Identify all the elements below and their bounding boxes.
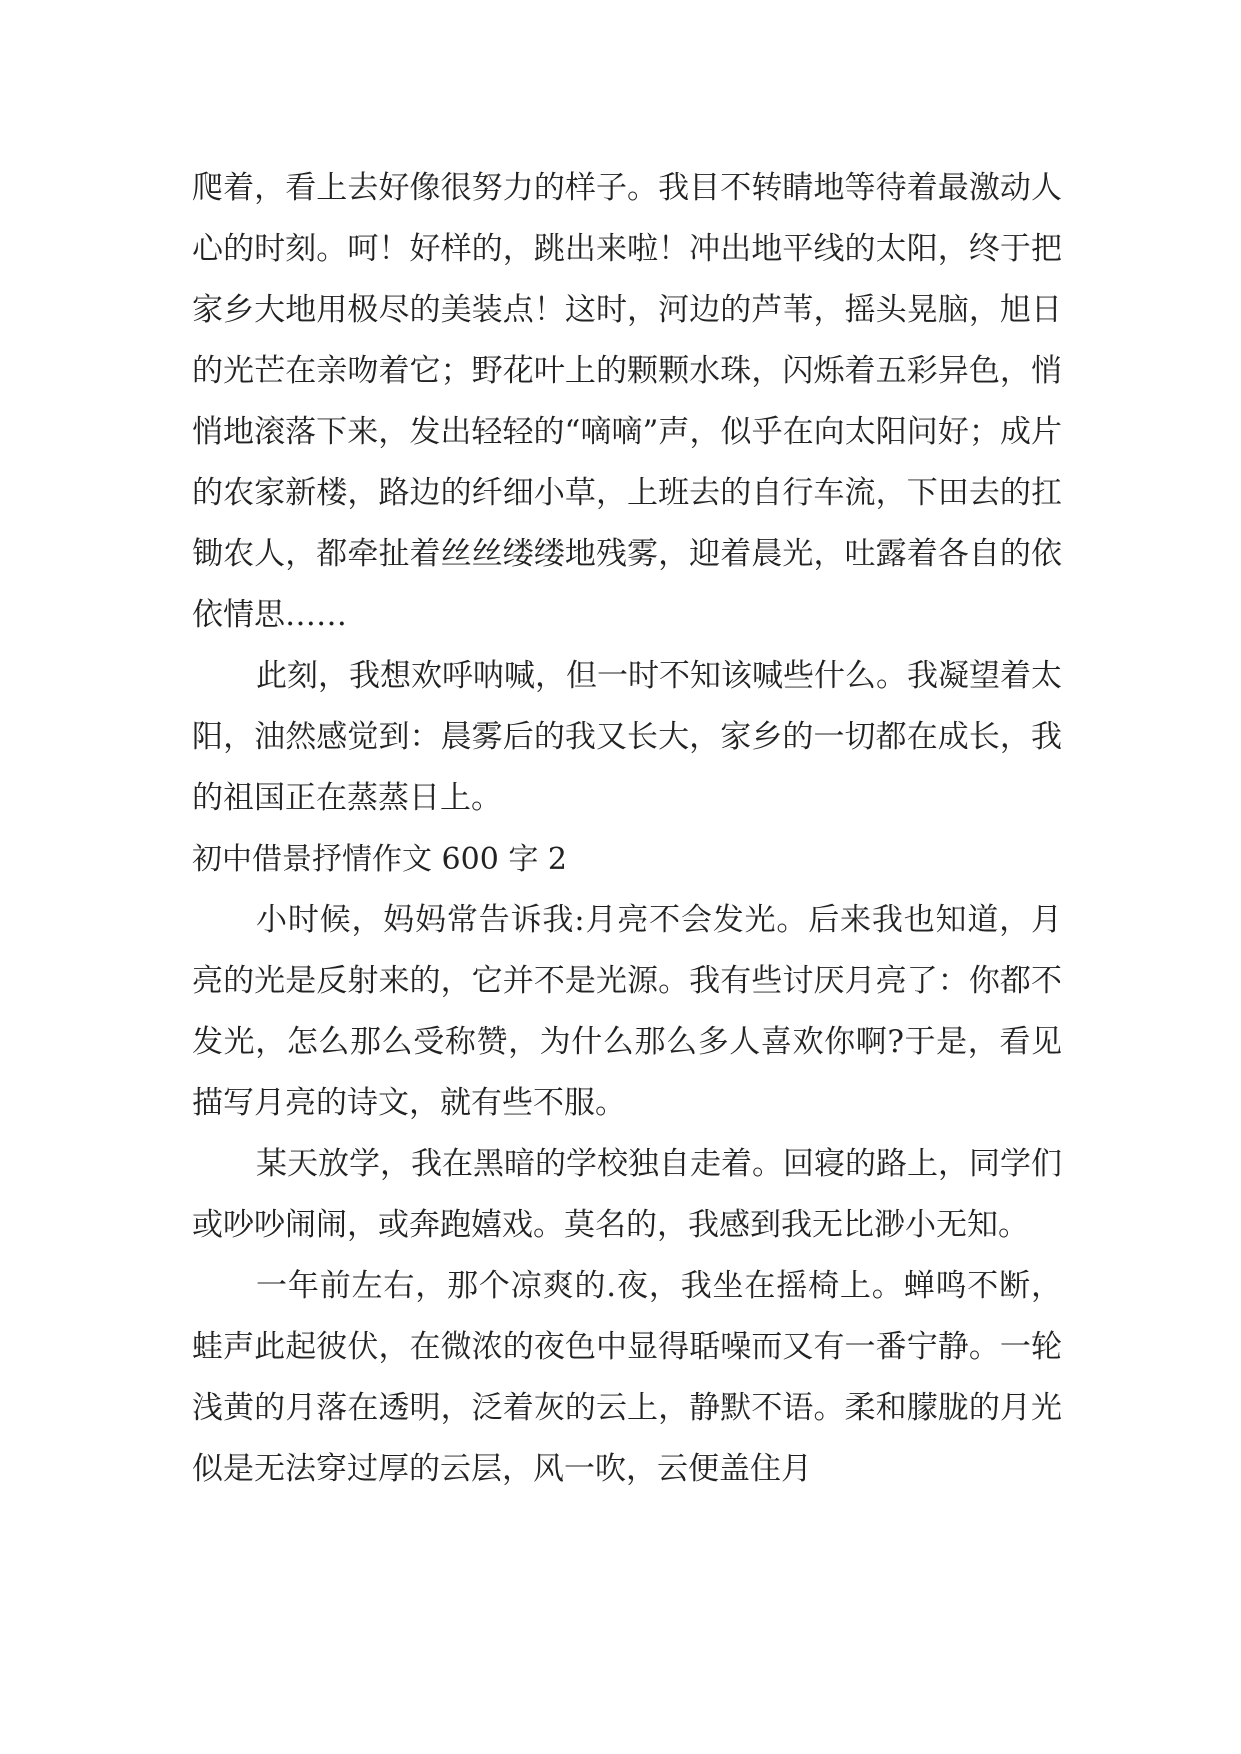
section-title: 初中借景抒情作文 600 字 2 <box>192 842 567 877</box>
paragraph: 小时候，妈妈常告诉我:月亮不会发光。后来我也知道，月亮的光是反射来的，它并不是光源。我有些讨厌月亮了：你都不发光，怎么那么受称赞，为什么那么多人喜欢你啊?于是，看见描写月亮的诗文，就有些不服。 <box>192 902 1062 1121</box>
paragraph: 某天放学，我在黑暗的学校独自走着。回寝的路上，同学们或吵吵闹闹，或奔跑嬉戏。莫名的，我感到我无比渺小无知。 <box>192 1146 1062 1243</box>
paragraph: 一年前左右，那个凉爽的.夜，我坐在摇椅上。蝉鸣不断，蛙声此起彼伏，在微浓的夜色中显得聒噪而又有一番宁静。一轮浅黄的月落在透明，泛着灰的云上，静默不语。柔和朦胧的月光似是无法穿过厚的云层，风一吹，云便盖住月 <box>192 1268 1062 1487</box>
document-body <box>192 158 1062 1500</box>
paragraph: 此刻，我想欢呼呐喊，但一时不知该喊些什么。我凝望着太阳，油然感觉到：晨雾后的我又长大，家乡的一切都在成长，我的祖国正在蒸蒸日上。 <box>192 658 1062 816</box>
paragraph: 爬着，看上去好像很努力的样子。我目不转睛地等待着最激动人心的时刻。呵！好样的，跳出来啦！冲出地平线的太阳，终于把家乡大地用极尽的美装点！这时，河边的芦苇，摇头晃脑，旭日的光芒在亲吻着它；野花叶上的颗颗水珠，闪烁着五彩异色，悄悄地滚落下来，发出轻轻的“嘀嘀”声，似乎在向太阳问好；成片的农家新楼，路边的纤细小草，上班去的自行车流，下田去的扛锄农人，都牵扯着丝丝缕缕地残雾，迎着晨光，吐露着各自的依依情思…… <box>192 170 1062 633</box>
